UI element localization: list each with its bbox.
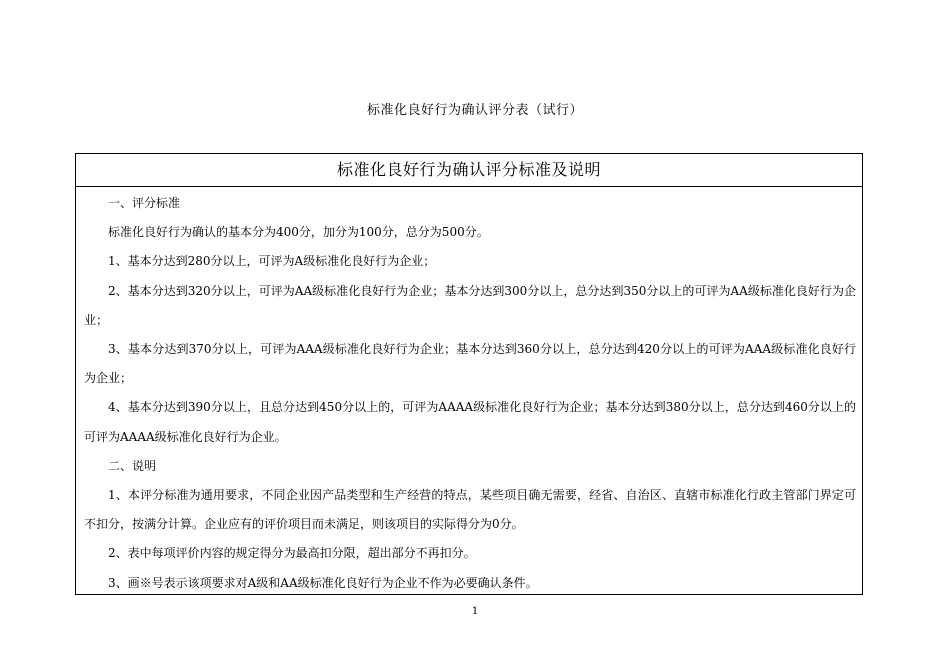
heading-scoring-criteria: 一、评分标准 <box>108 196 181 210</box>
paragraph-level-aaaa: 4、基本分达到390分以上，且总分达到450分以上的，可评为AAAA级标准化良好行为企业；基本分达到380分以上，总分达到460分以上的可评为AAAA级标准化良好行为企业。 <box>84 400 856 444</box>
criteria-body <box>76 187 862 598</box>
section-header: 标准化良好行为确认评分标准及说明 <box>76 154 862 187</box>
paragraph-level-aaa: 3、基本分达到370分以上，可评为AAA级标准化良好行为企业；基本分达到360分以上，总分达到420分以上的可评为AAA级标准化良好行为企业； <box>84 342 856 386</box>
heading-explanation: 二、说明 <box>108 458 157 473</box>
page-title: 标准化良好行为确认评分表（试行） <box>366 103 583 118</box>
paragraph-level-aa: 2、基本分达到320分以上，可评为AA级标准化良好行为企业；基本分达到300分以上，总分达到350分以上的可评为AA级标准化良好行为企业； <box>84 283 856 327</box>
paragraph-base-score: 标准化良好行为确认的基本分为400分，加分为100分，总分为500分。 <box>108 225 489 240</box>
criteria-table <box>75 153 863 595</box>
paragraph-note-3: 3、画※号表示该项要求对A级和AA级标准化良好行为企业不作为必要确认条件。 <box>108 575 538 590</box>
paragraph-level-a: 1、基本分达到280分以上，可评为A级标准化良好行为企业； <box>108 254 436 269</box>
paragraph-note-2: 2、表中每项评价内容的规定得分为最高扣分限，超出部分不再扣分。 <box>108 546 476 561</box>
page-number: 1 <box>471 606 479 617</box>
paragraph-note-1: 1、本评分标准为通用要求，不同企业因产品类型和生产经营的特点，某些项目确无需要，经省、自治区、直辖市标准化行政主管部门界定可不扣分，按满分计算。企业应有的评价项目而未满足，则该项目的实际得分为0分。 <box>84 488 856 532</box>
